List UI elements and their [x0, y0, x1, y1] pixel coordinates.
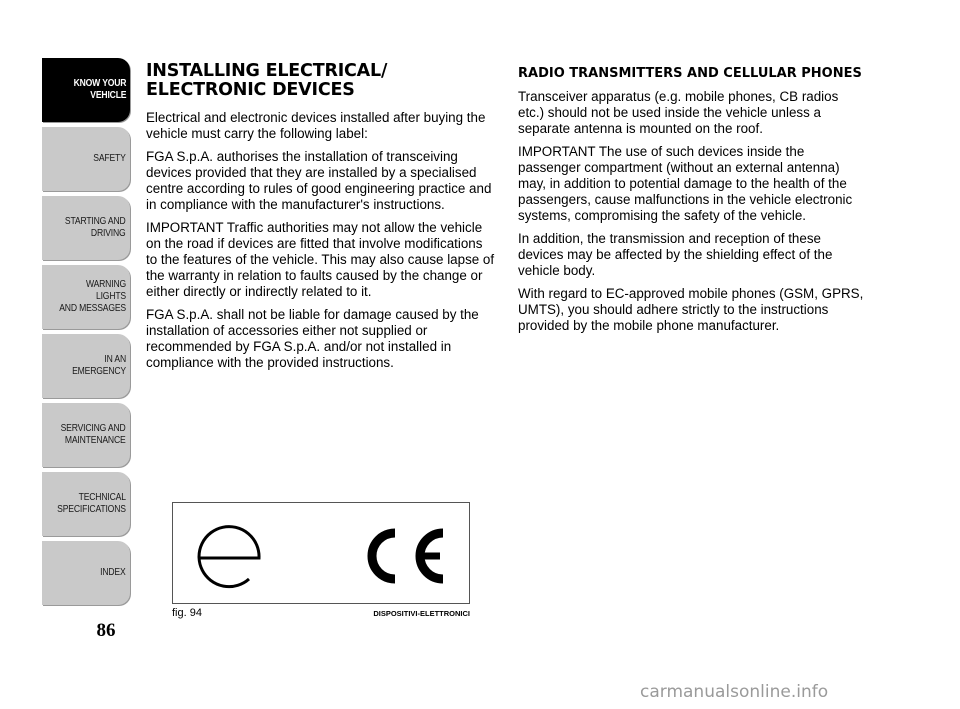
- figure-94: [172, 502, 470, 604]
- tab-label: TECHNICAL SPECIFICATIONS: [57, 492, 126, 515]
- watermark: carmanualsonline.info: [640, 682, 829, 702]
- paragraph: IMPORTANT Traffic authorities may not allow the vehicle on the road if devices are fitted that involve modifications to the features of the vehicle. This may also cause lapse of the warranty in relation to faults caused by the change or either directly or indirectly related to it.: [146, 220, 495, 299]
- tab-label: SERVICING AND MAINTENANCE: [61, 423, 126, 446]
- tab-label: SAFETY: [93, 153, 126, 164]
- section-radio-transmitters: [518, 66, 868, 341]
- tab-index[interactable]: [42, 541, 130, 605]
- section-title: INSTALLING ELECTRICAL/ ELECTRONIC DEVICES: [146, 61, 388, 100]
- tab-label: STARTING AND DRIVING: [65, 216, 126, 239]
- figure-symbols: [173, 503, 471, 605]
- figure-code: DISPOSITIVI-ELETTRONICI: [373, 609, 470, 618]
- tab-warning-lights[interactable]: [42, 265, 130, 329]
- paragraph: Electrical and electronic devices installed after buying the vehicle must carry the following label:: [146, 110, 486, 141]
- section-title: RADIO TRANSMITTERS AND CELLULAR PHONES: [518, 66, 862, 81]
- paragraph: IMPORTANT The use of such devices inside the passenger compartment (without an external antenna) may, in addition to potential damage to the health of the passengers, cause malfunctions in the vehicle electronic systems, compromising the safety of the vehicle.: [518, 144, 853, 223]
- section-installing-devices: [146, 62, 496, 378]
- tab-servicing[interactable]: [42, 403, 130, 467]
- paragraph: FGA S.p.A. shall not be liable for damage caused by the installation of accessories either not supplied or recommended by FGA S.p.A. and/or not installed in compliance with the provided instructions.: [146, 307, 479, 370]
- paragraph: In addition, the transmission and reception of these devices may be affected by the shielding effect of the vehicle body.: [518, 231, 833, 278]
- tab-in-an-emergency[interactable]: [42, 334, 130, 398]
- tab-label: INDEX: [100, 567, 126, 578]
- paragraph: With regard to EC-approved mobile phones (GSM, GPRS, UMTS), you should adhere strictly to the instructions provided by the mobile phone manufacturer.: [518, 286, 864, 333]
- paragraph: Transceiver apparatus (e.g. mobile phones, CB radios etc.) should not be used inside the vehicle unless a separate antenna is mounted on the roof.: [518, 89, 839, 136]
- e-mark-icon: [198, 527, 259, 587]
- tab-technical-specifications[interactable]: [42, 472, 130, 536]
- paragraph: FGA S.p.A. authorises the installation of transceiving devices provided that they are installed by a specialised centre according to rules of good engineering practice and in compliance with the manufacturer's instructions.: [146, 149, 492, 212]
- ce-mark-icon: [372, 533, 443, 579]
- tab-know-your-vehicle[interactable]: [42, 58, 130, 122]
- tab-starting-and-driving[interactable]: [42, 196, 130, 260]
- tab-label: WARNING LIGHTS AND MESSAGES: [59, 279, 126, 314]
- tab-label: KNOW YOUR VEHICLE: [73, 78, 126, 101]
- tab-label: IN AN EMERGENCY: [72, 354, 126, 377]
- figure-caption: fig. 94: [172, 607, 202, 619]
- tab-safety[interactable]: [42, 127, 130, 191]
- page-number: 86: [96, 620, 116, 641]
